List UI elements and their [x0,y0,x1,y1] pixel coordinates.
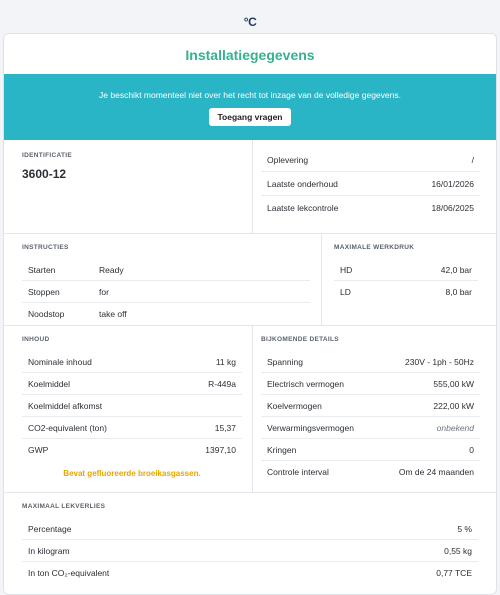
leak-label: MAXIMAAL LEKVERLIES [22,503,106,510]
date-row: Laatste lekcontrole 18/06/2025 [267,203,474,213]
identification-value: 3600-12 [22,167,67,181]
content-row: CO2-equivalent (ton) 15,37 [22,417,242,439]
instruction-row: Stoppen for [22,281,310,303]
leak-block [4,493,496,592]
date-row: Oplevering / [261,148,480,172]
identification-label: IDENTIFICATIE [22,152,72,159]
request-access-button[interactable]: Toegang vragen [209,108,290,126]
instruction-row: Starten Ready [22,259,310,281]
instructions-block [4,234,321,325]
detail-row: Electrisch vermogen 555,00 kW [261,373,480,395]
detail-row: Kringen 0 [261,439,480,461]
content-row: GWP 1397,10 [28,445,236,455]
content-label: INHOUD [22,336,50,343]
identification-section [4,140,496,234]
details-section [4,326,496,493]
pressure-row: LD 8,0 bar [340,287,472,297]
leak-section [4,493,496,592]
access-banner [4,74,496,140]
detail-row: Koelvermogen 222,00 kW [261,395,480,417]
extra-details-block [252,326,496,492]
installation-card [3,33,497,595]
instructions-section [4,234,496,326]
leak-row: In ton CO₂-equivalent 0,77 TCE [28,568,472,578]
extra-details-label: BIJKOMENDE DETAILS [261,336,339,343]
content-row: Koelmiddel R-449a [22,373,242,395]
page-title: Installatiegegevens [185,47,315,63]
detail-row: Spanning 230V - 1ph - 50Hz [261,351,480,373]
content-row: Koelmiddel afkomst [22,395,242,417]
pressure-row: HD 42,0 bar [334,259,478,281]
content-row: Nominale inhoud 11 kg [22,351,242,373]
brand-logo: °C [243,15,257,29]
pressure-label: MAXIMALE WERKDRUK [334,244,415,251]
access-message: Je beschikt momenteel niet over het recht tot inzage van de volledige gegevens. [99,90,401,100]
content-block [4,326,252,492]
date-row: Laatste onderhoud 16/01/2026 [261,172,480,196]
instructions-label: INSTRUCTIES [22,244,69,251]
leak-row: In kilogram 0,55 kg [22,540,478,562]
dates-block [252,140,496,233]
pressure-block [321,234,496,325]
detail-row: Verwarmingsvermogen onbekend [261,417,480,439]
instruction-row: Noodstop take off [28,309,127,319]
leak-row: Percentage 5 % [22,518,478,540]
identification-block [4,140,252,233]
fluorinated-gas-warning: Bevat gefluoreerde broeikasgassen. [63,469,201,478]
detail-row: Controle interval Om de 24 maanden [267,467,474,477]
